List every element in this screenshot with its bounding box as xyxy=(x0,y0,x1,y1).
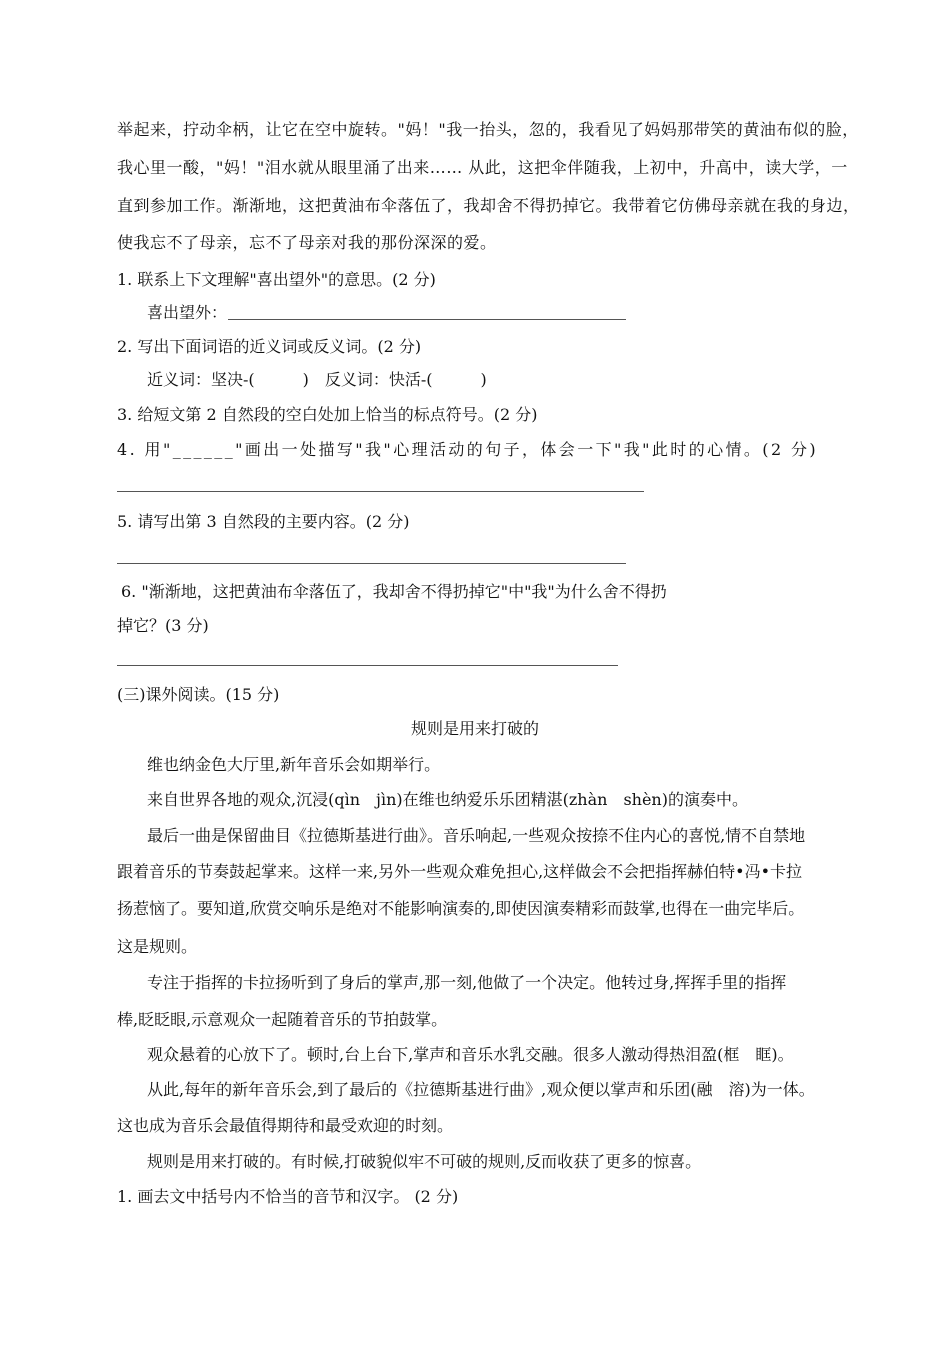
passage-line-2: 我心里一酸，"妈！"泪水就从眼里涌了出来…… 从此，这把伞伴随我，上初中，升高中，读大学，一 xyxy=(117,158,848,177)
question-2-answer: 近义词：坚决-( ) 反义词：快活-( ) xyxy=(147,370,487,389)
question-1-answer-label: 喜出望外： xyxy=(147,303,228,322)
section-3-line-8: 棒,眨眨眼,示意观众一起随着音乐的节拍鼓掌。 xyxy=(117,1010,448,1029)
answer-line-q6[interactable] xyxy=(117,665,618,666)
answer-line-q1[interactable] xyxy=(228,319,626,320)
section-3-line-12: 规则是用来打破的。有时候,打破貌似牢不可破的规则,反而收获了更多的惊喜。 xyxy=(147,1152,702,1171)
passage-line-3: 直到参加工作。渐渐地，这把黄油布伞落伍了，我却舍不得扔掉它。我带着它仿佛母亲就在我的身边， xyxy=(117,196,860,215)
question-3: 3. 给短文第 2 自然段的空白处加上恰当的标点符号。(2 分) xyxy=(117,405,538,424)
question-5: 5. 请写出第 3 自然段的主要内容。(2 分) xyxy=(117,512,410,531)
section-3-line-11: 这也成为音乐会最值得期待和最受欢迎的时刻。 xyxy=(117,1116,454,1135)
section-3-line-7: 专注于指挥的卡拉扬听到了身后的掌声,那一刻,他做了一个决定。他转过身,挥挥手里的指挥 xyxy=(147,973,787,992)
answer-line-q4[interactable] xyxy=(117,491,644,492)
section-3-line-9: 观众悬着的心放下了。顿时,台上台下,掌声和音乐水乳交融。很多人激动得热泪盈(框 眶)。 xyxy=(147,1045,794,1064)
section-3-title: 规则是用来打破的 xyxy=(410,719,539,738)
passage-line-4: 使我忘不了母亲，忘不了母亲对我的那份深深的爱。 xyxy=(117,233,497,252)
question-6-line-2: 掉它？(3 分) xyxy=(117,616,209,635)
section-3-line-1: 维也纳金色大厅里,新年音乐会如期举行。 xyxy=(147,755,441,774)
section-3-line-10: 从此,每年的新年音乐会,到了最后的《拉德斯基进行曲》,观众便以掌声和乐团(融 溶)为一体。 xyxy=(147,1080,815,1099)
section-3-line-4: 跟着音乐的节奏鼓起掌来。这样一来,另外一些观众难免担心,这样做会不会把指挥赫伯特•冯•卡拉 xyxy=(117,862,803,881)
question-2: 2. 写出下面词语的近义词或反义词。(2 分) xyxy=(117,337,422,356)
passage-line-1: 举起来，拧动伞柄，让它在空中旋转。"妈！"我一抬头，忽的，我看见了妈妈那带笑的黄油布似的脸， xyxy=(117,120,859,139)
section-3-line-6: 这是规则。 xyxy=(117,937,198,956)
section-3-line-2: 来自世界各地的观众,沉浸(qìn jìn)在维也纳爱乐乐团精湛(zhàn shèn)的演奏中。 xyxy=(147,790,748,809)
answer-line-q5[interactable] xyxy=(117,563,626,564)
section-3-header: (三)课外阅读。(15 分) xyxy=(117,685,280,704)
section-3-line-5: 扬惹恼了。要知道,欣赏交响乐是绝对不能影响演奏的,即使因演奏精彩而鼓掌,也得在一曲完毕后。 xyxy=(117,899,805,918)
question-6-line-1: 6. "渐渐地，这把黄油布伞落伍了，我却舍不得扔掉它"中"我"为什么舍不得扔 xyxy=(121,582,667,601)
question-1: 1. 联系上下文理解"喜出望外"的意思。(2 分) xyxy=(117,270,436,289)
question-4: 4. 用"______"画出一处描写"我"心理活动的句子，体会一下"我"此时的心情。(2 分) xyxy=(117,440,819,459)
section-3-question-1: 1. 画去文中括号内不恰当的音节和汉字。 (2 分) xyxy=(117,1187,459,1206)
section-3-line-3: 最后一曲是保留曲目《拉德斯基进行曲》。音乐响起,一些观众按捺不住内心的喜悦,情不自禁地 xyxy=(147,826,806,845)
